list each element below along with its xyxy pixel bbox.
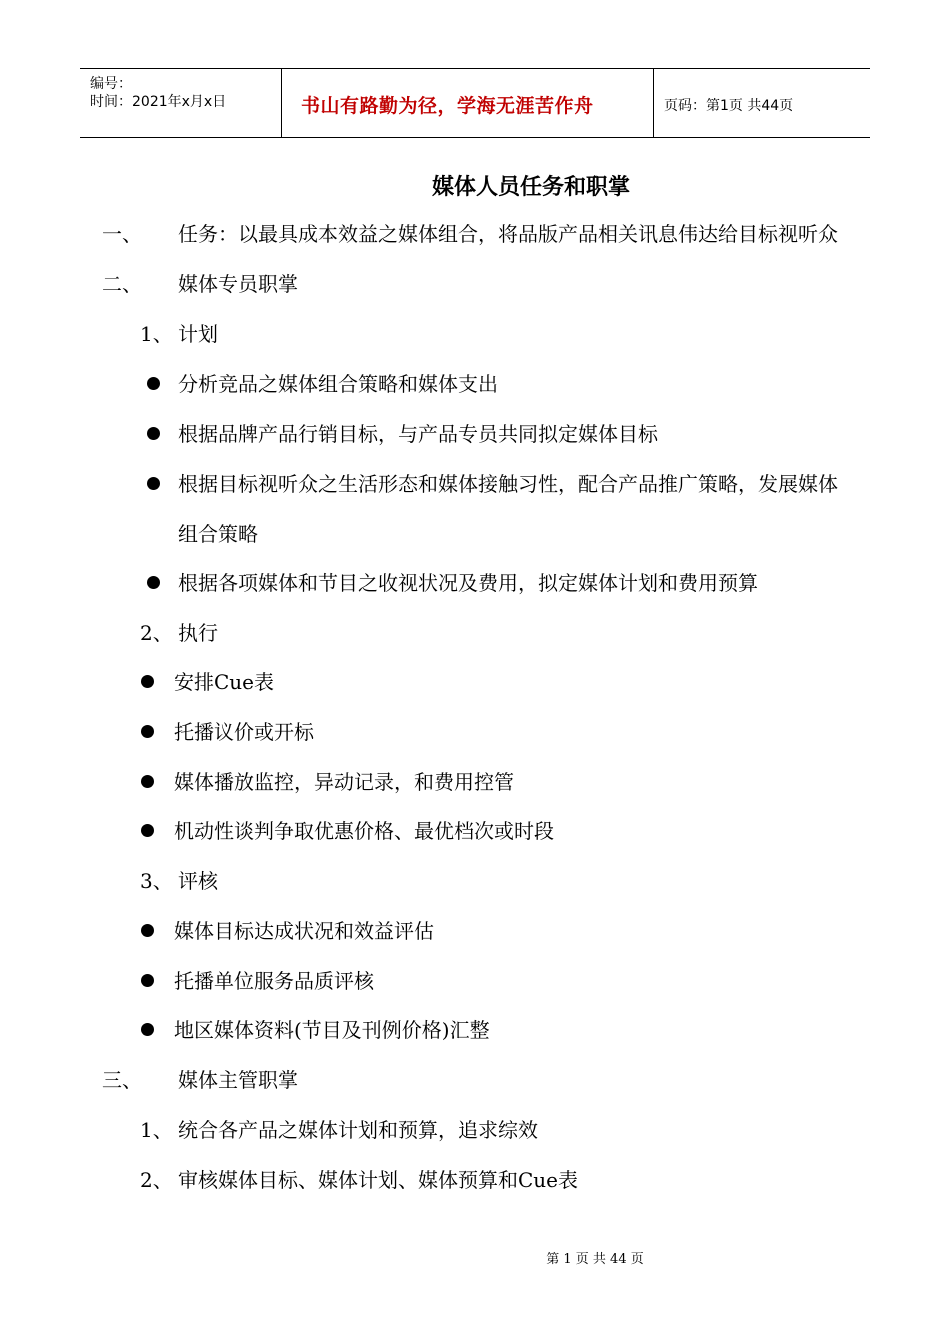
list-item: 安排Cue表 [174, 670, 275, 694]
list-item: 机动性谈判争取优惠价格、最优档次或时段 [174, 819, 554, 843]
section-3-item-number: 2、 [140, 1168, 173, 1192]
bullet-icon [147, 427, 160, 440]
header-info-cell [80, 69, 282, 137]
section-3-item-text: 审核媒体目标、媒体计划、媒体预算和Cue表 [178, 1168, 579, 1192]
section-1-number: 一、 [102, 222, 142, 246]
bullet-icon [141, 675, 154, 688]
section-1-text: 任务：以最具成本效益之媒体组合，将品版产品相关讯息伟达给目标视听众 [178, 222, 838, 246]
subsection-plan-number: 1、 [140, 322, 173, 346]
section-3-text: 媒体主管职掌 [178, 1068, 298, 1092]
subsection-plan-text: 计划 [178, 322, 218, 346]
list-item: 分析竞品之媒体组合策略和媒体支出 [178, 372, 498, 396]
document-header-table [80, 68, 870, 138]
section-3-number: 三、 [102, 1068, 142, 1092]
document-title: 媒体人员任务和职掌 [431, 174, 630, 200]
section-3-item-text: 统合各产品之媒体计划和预算，追求综效 [178, 1118, 538, 1142]
bullet-icon [147, 477, 160, 490]
section-3-item-number: 1、 [140, 1118, 173, 1142]
bullet-icon [141, 974, 154, 987]
section-2-number: 二、 [102, 272, 142, 296]
bullet-icon [141, 824, 154, 837]
serial-number-label: 编号： [90, 76, 132, 92]
list-item: 根据各项媒体和节目之收视状况及费用，拟定媒体计划和费用预算 [178, 571, 758, 595]
bullet-icon [147, 576, 160, 589]
bullet-icon [141, 1023, 154, 1036]
subsection-eval-text: 评核 [178, 869, 218, 893]
page-info: 页码：第1页 共44页 [664, 98, 794, 114]
list-item: 托播议价或开标 [174, 720, 314, 744]
list-item: 媒体播放监控，异动记录，和费用控管 [174, 770, 514, 794]
list-item: 托播单位服务品质评核 [174, 969, 374, 993]
subsection-exec-text: 执行 [178, 621, 218, 645]
header-page-cell [654, 69, 870, 137]
list-item-continuation: 组合策略 [178, 522, 258, 546]
bullet-icon [141, 775, 154, 788]
header-motto-cell [282, 69, 654, 137]
list-item: 根据目标视听众之生活形态和媒体接触习性，配合产品推广策略，发展媒体 [178, 472, 838, 496]
list-item: 根据品牌产品行销目标，与产品专员共同拟定媒体目标 [178, 422, 658, 446]
page-footer: 第 1 页 共 44 页 [546, 1252, 644, 1267]
section-2-text: 媒体专员职掌 [178, 272, 298, 296]
subsection-exec-number: 2、 [140, 621, 173, 645]
bullet-icon [141, 725, 154, 738]
list-item: 地区媒体资料(节目及刊例价格)汇整 [174, 1018, 490, 1042]
date-label: 时间：2021年x月x日 [90, 94, 227, 110]
bullet-icon [141, 924, 154, 937]
subsection-eval-number: 3、 [140, 869, 173, 893]
motto-text: 书山有路勤为径，学海无涯苦作舟 [301, 95, 594, 117]
list-item: 媒体目标达成状况和效益评估 [174, 919, 434, 943]
bullet-icon [147, 377, 160, 390]
